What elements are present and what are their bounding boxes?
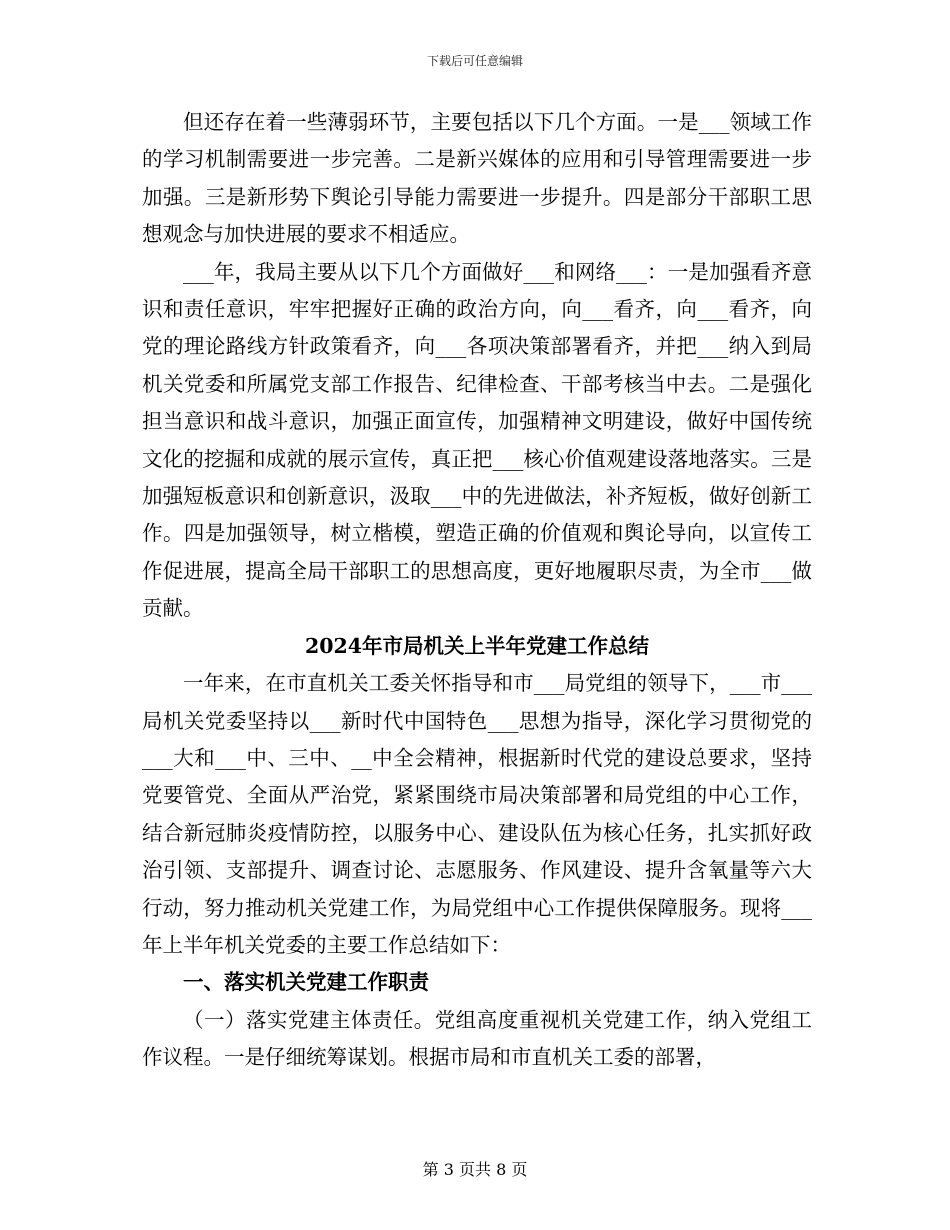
paragraph-intro: 一年来，在市直机关工委关怀指导和市___局党组的领导下，___市___局机关党委坚持以___新时代中国特色___思想为指导，深化学习贯彻党的___大和___中、三中、__中全会精神，根据新时代党的建设总要求，坚持党要管党、全面从严治党，紧紧围绕市局决策部署和局党组的中心工作，结合新冠肺炎疫情防控，以服务中心、建设队伍为核心任务，扎实抓好政治引领、支部提升、调查讨论、志愿服务、作风建设、提升含氧量等六大行动，努力推动机关党建工作，为局党组中心工作提供保障服务。现将___年上半年机关党委的主要工作总结如下：: [142, 671, 812, 957]
paragraph-plans: ___年，我局主要从以下几个方面做好___和网络___：一是加强看齐意识和责任意识，牢牢把握好正确的政治方向，向___看齐，向___看齐，向党的理论路线方针政策看齐，向___各项决策部署看齐，并把___纳入到局机关党委和所属党支部工作报告、纪律检查、干部考核当中去。二是强化担当意识和战斗意识，加强正面宣传，加强精神文明建设，做好中国传统文化的挖掘和成就的展示宣传，真正把___核心价值观建设落地落实。三是加强短板意识和创新意识，汲取___中的先进做法，补齐短板，做好创新工作。四是加强领导，树立楷模，塑造正确的价值观和舆论导向，以宣传工作促进展，提高全局干部职工的思想高度，更好地履职尽责，为全市___做贡献。: [142, 259, 812, 621]
page-header: 下载后可任意编辑: [426, 54, 523, 68]
page-footer: 第 3 页共 8 页: [422, 1160, 528, 1179]
paragraph-weaknesses: 但还存在着一些薄弱环节，主要包括以下几个方面。一是___领域工作的学习机制需要进一步完善。二是新兴媒体的应用和引导管理需要进一步加强。三是新形势下舆论引导能力需要进一步提升。四是部分干部职工思想观念与加快进展的要求不相适应。: [142, 110, 812, 247]
paragraph-section-1: （一）落实党建主体责任。党组高度重视机关党建工作，纳入党组工作议程。一是仔细统筹谋划。根据市局和市直机关工委的部署，: [142, 1007, 812, 1070]
section-heading-1: 一、落实机关党建工作职责: [183, 970, 429, 995]
document-body: [142, 104, 812, 1077]
document-title: 2024年市局机关上半年党建工作总结: [304, 633, 650, 658]
